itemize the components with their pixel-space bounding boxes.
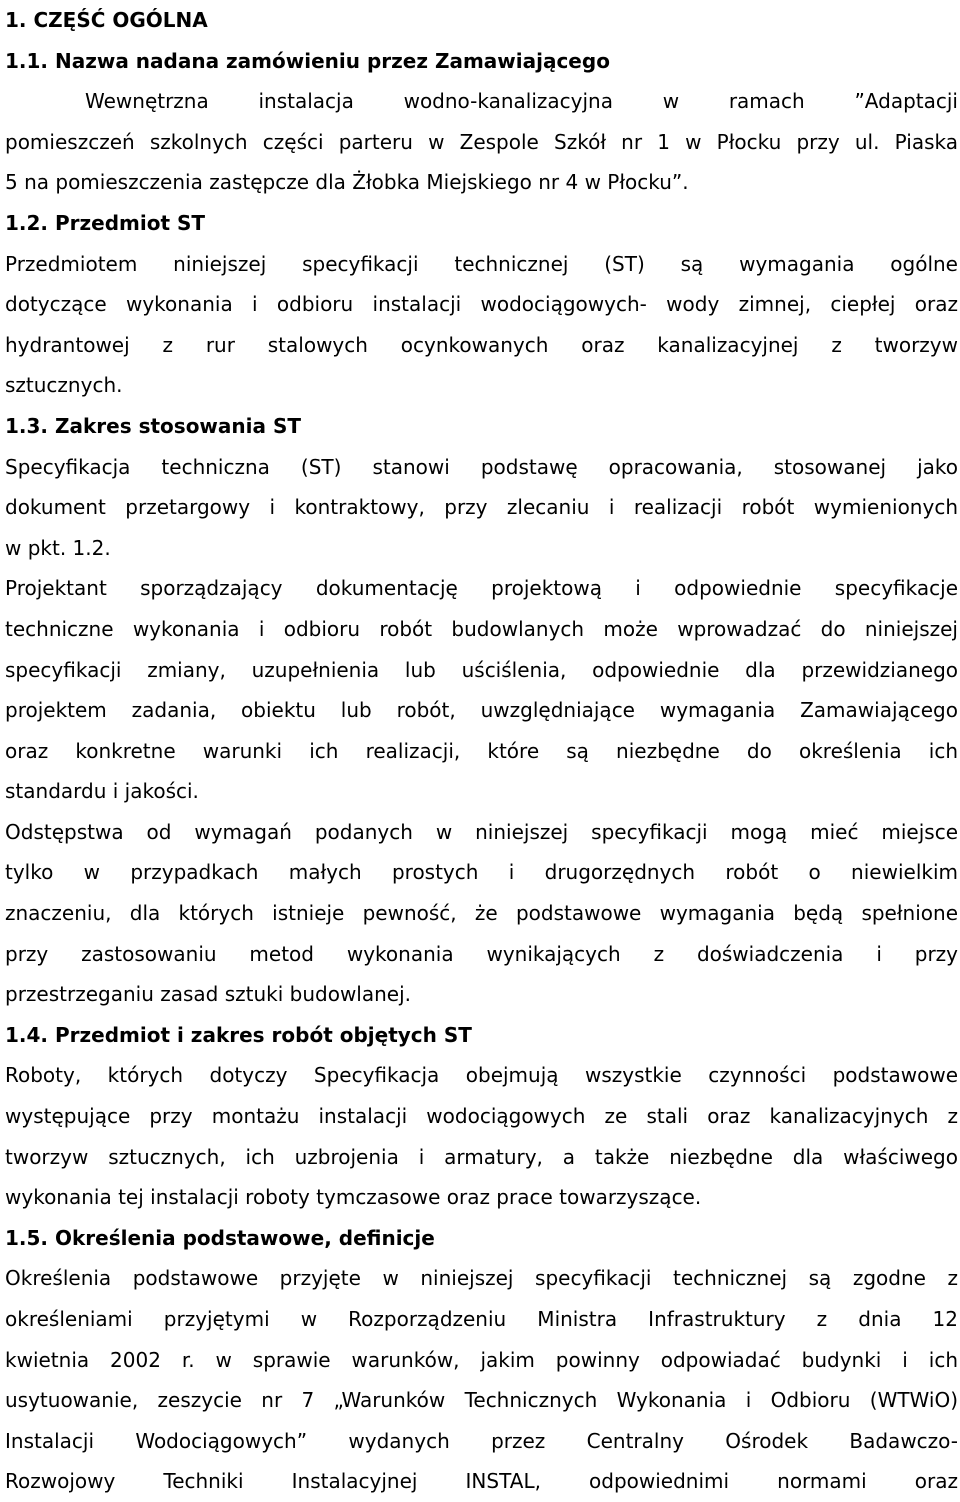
paragraph-line: w pkt. 1.2.	[5, 535, 111, 560]
heading-1-5: 1.5. Określenia podstawowe, definicje	[5, 1225, 435, 1250]
paragraph-line: określeniami przyjętymi w Rozporządzeniu Ministra Infrastruktury z dnia 12	[5, 1307, 958, 1331]
paragraph-line: Roboty, których dotyczy Specyfikacja obejmują wszystkie czynności podstawowe	[5, 1063, 958, 1088]
paragraph-line: przestrzeganiu zasad sztuki budowlanej.	[5, 982, 412, 1007]
paragraph-line: kwietnia 2002 r. w sprawie warunków, jakim powinny odpowiadać budynki i ich	[5, 1347, 958, 1372]
section-title: CZĘŚĆ OGÓLNA	[33, 8, 208, 32]
document-page	[5, 0, 958, 1502]
paragraph-line: pomieszczeń szkolnych części parteru w Zespole Szkół nr 1 w Płocku przy ul. Piaska	[5, 129, 958, 154]
paragraph-line: Określenia podstawowe przyjęte w niniejszej specyfikacji technicznej są zgodne z	[5, 1266, 958, 1291]
paragraph-line: techniczne wykonania i odbioru robót budowlanych może wprowadzać do niniejszej	[5, 616, 958, 641]
paragraph-line: Projektant sporządzający dokumentację projektową i odpowiednie specyfikacje	[5, 576, 958, 601]
paragraph-line: Rozwojowy Techniki Instalacyjnej INSTAL, odpowiednimi normami oraz	[5, 1469, 958, 1494]
paragraph-line: tworzyw sztucznych, ich uzbrojenia i armatury, a także niezbędne dla właściwego	[5, 1144, 958, 1169]
paragraph-line: wykonania tej instalacji roboty tymczasowe oraz prace towarzyszące.	[5, 1185, 702, 1210]
paragraph-line: dokument przetargowy i kontraktowy, przy zlecaniu i realizacji robót wymienionych	[5, 495, 958, 520]
paragraph-line: oraz konkretne warunki ich realizacji, które są niezbędne do określenia ich	[5, 738, 958, 763]
heading-1-1: 1.1. Nazwa nadana zamówieniu przez Zamawiającego	[5, 48, 610, 73]
paragraph-line: projektem zadania, obiektu lub robót, uwzględniające wymagania Zamawiającego	[5, 698, 958, 723]
heading-1-2: 1.2. Przedmiot ST	[5, 210, 206, 235]
paragraph-line: występujące przy montażu instalacji wodociągowych ze stali oraz kanalizacyjnych z	[5, 1104, 958, 1129]
paragraph-line: sztucznych.	[5, 373, 123, 398]
paragraph-line: Wewnętrzna instalacja wodno-kanalizacyjna w ramach ”Adaptacji	[85, 89, 958, 114]
paragraph-line: Specyfikacja techniczna (ST) stanowi podstawę opracowania, stosowanej jako	[5, 454, 958, 479]
paragraph-line: dotyczące wykonania i odbioru instalacji wodociągowych- wody zimnej, ciepłej oraz	[5, 292, 958, 317]
paragraph-line: znaczeniu, dla których istnieje pewność, że podstawowe wymagania będą spełnione	[5, 901, 958, 926]
paragraph-line: tylko w przypadkach małych prostych i drugorzędnych robót o niewielkim	[5, 860, 958, 885]
heading-1-4: 1.4. Przedmiot i zakres robót objętych ST	[5, 1022, 472, 1047]
paragraph-line: 5 na pomieszczenia zastępcze dla Żłobka Miejskiego nr 4 w Płocku”.	[5, 170, 689, 195]
paragraph-line: Przedmiotem niniejszej specyfikacji technicznej (ST) są wymagania ogólne	[5, 251, 958, 276]
paragraph-line: Instalacji Wodociągowych” wydanych przez Centralny Ośrodek Badawczo-	[5, 1428, 958, 1453]
paragraph-line: specyfikacji zmiany, uzupełnienia lub uściślenia, odpowiednie dla przewidzianego	[5, 657, 958, 682]
paragraph-line: hydrantowej z rur stalowych ocynkowanych oraz kanalizacyjnej z tworzyw	[5, 332, 958, 357]
paragraph-line: przy zastosowaniu metod wykonania wynikających z doświadczenia i przy	[5, 941, 958, 966]
section-number: 1.	[5, 8, 27, 32]
heading-1-3: 1.3. Zakres stosowania ST	[5, 413, 302, 438]
paragraph-line: standardu i jakości.	[5, 779, 199, 804]
paragraph-line: usytuowanie, zeszycie nr 7 „Warunków Technicznych Wykonania i Odbioru (WTWiO)	[5, 1388, 958, 1413]
paragraph-line: Odstępstwa od wymagań podanych w niniejszej specyfikacji mogą mieć miejsce	[5, 819, 958, 844]
section-heading	[5, 0, 958, 41]
